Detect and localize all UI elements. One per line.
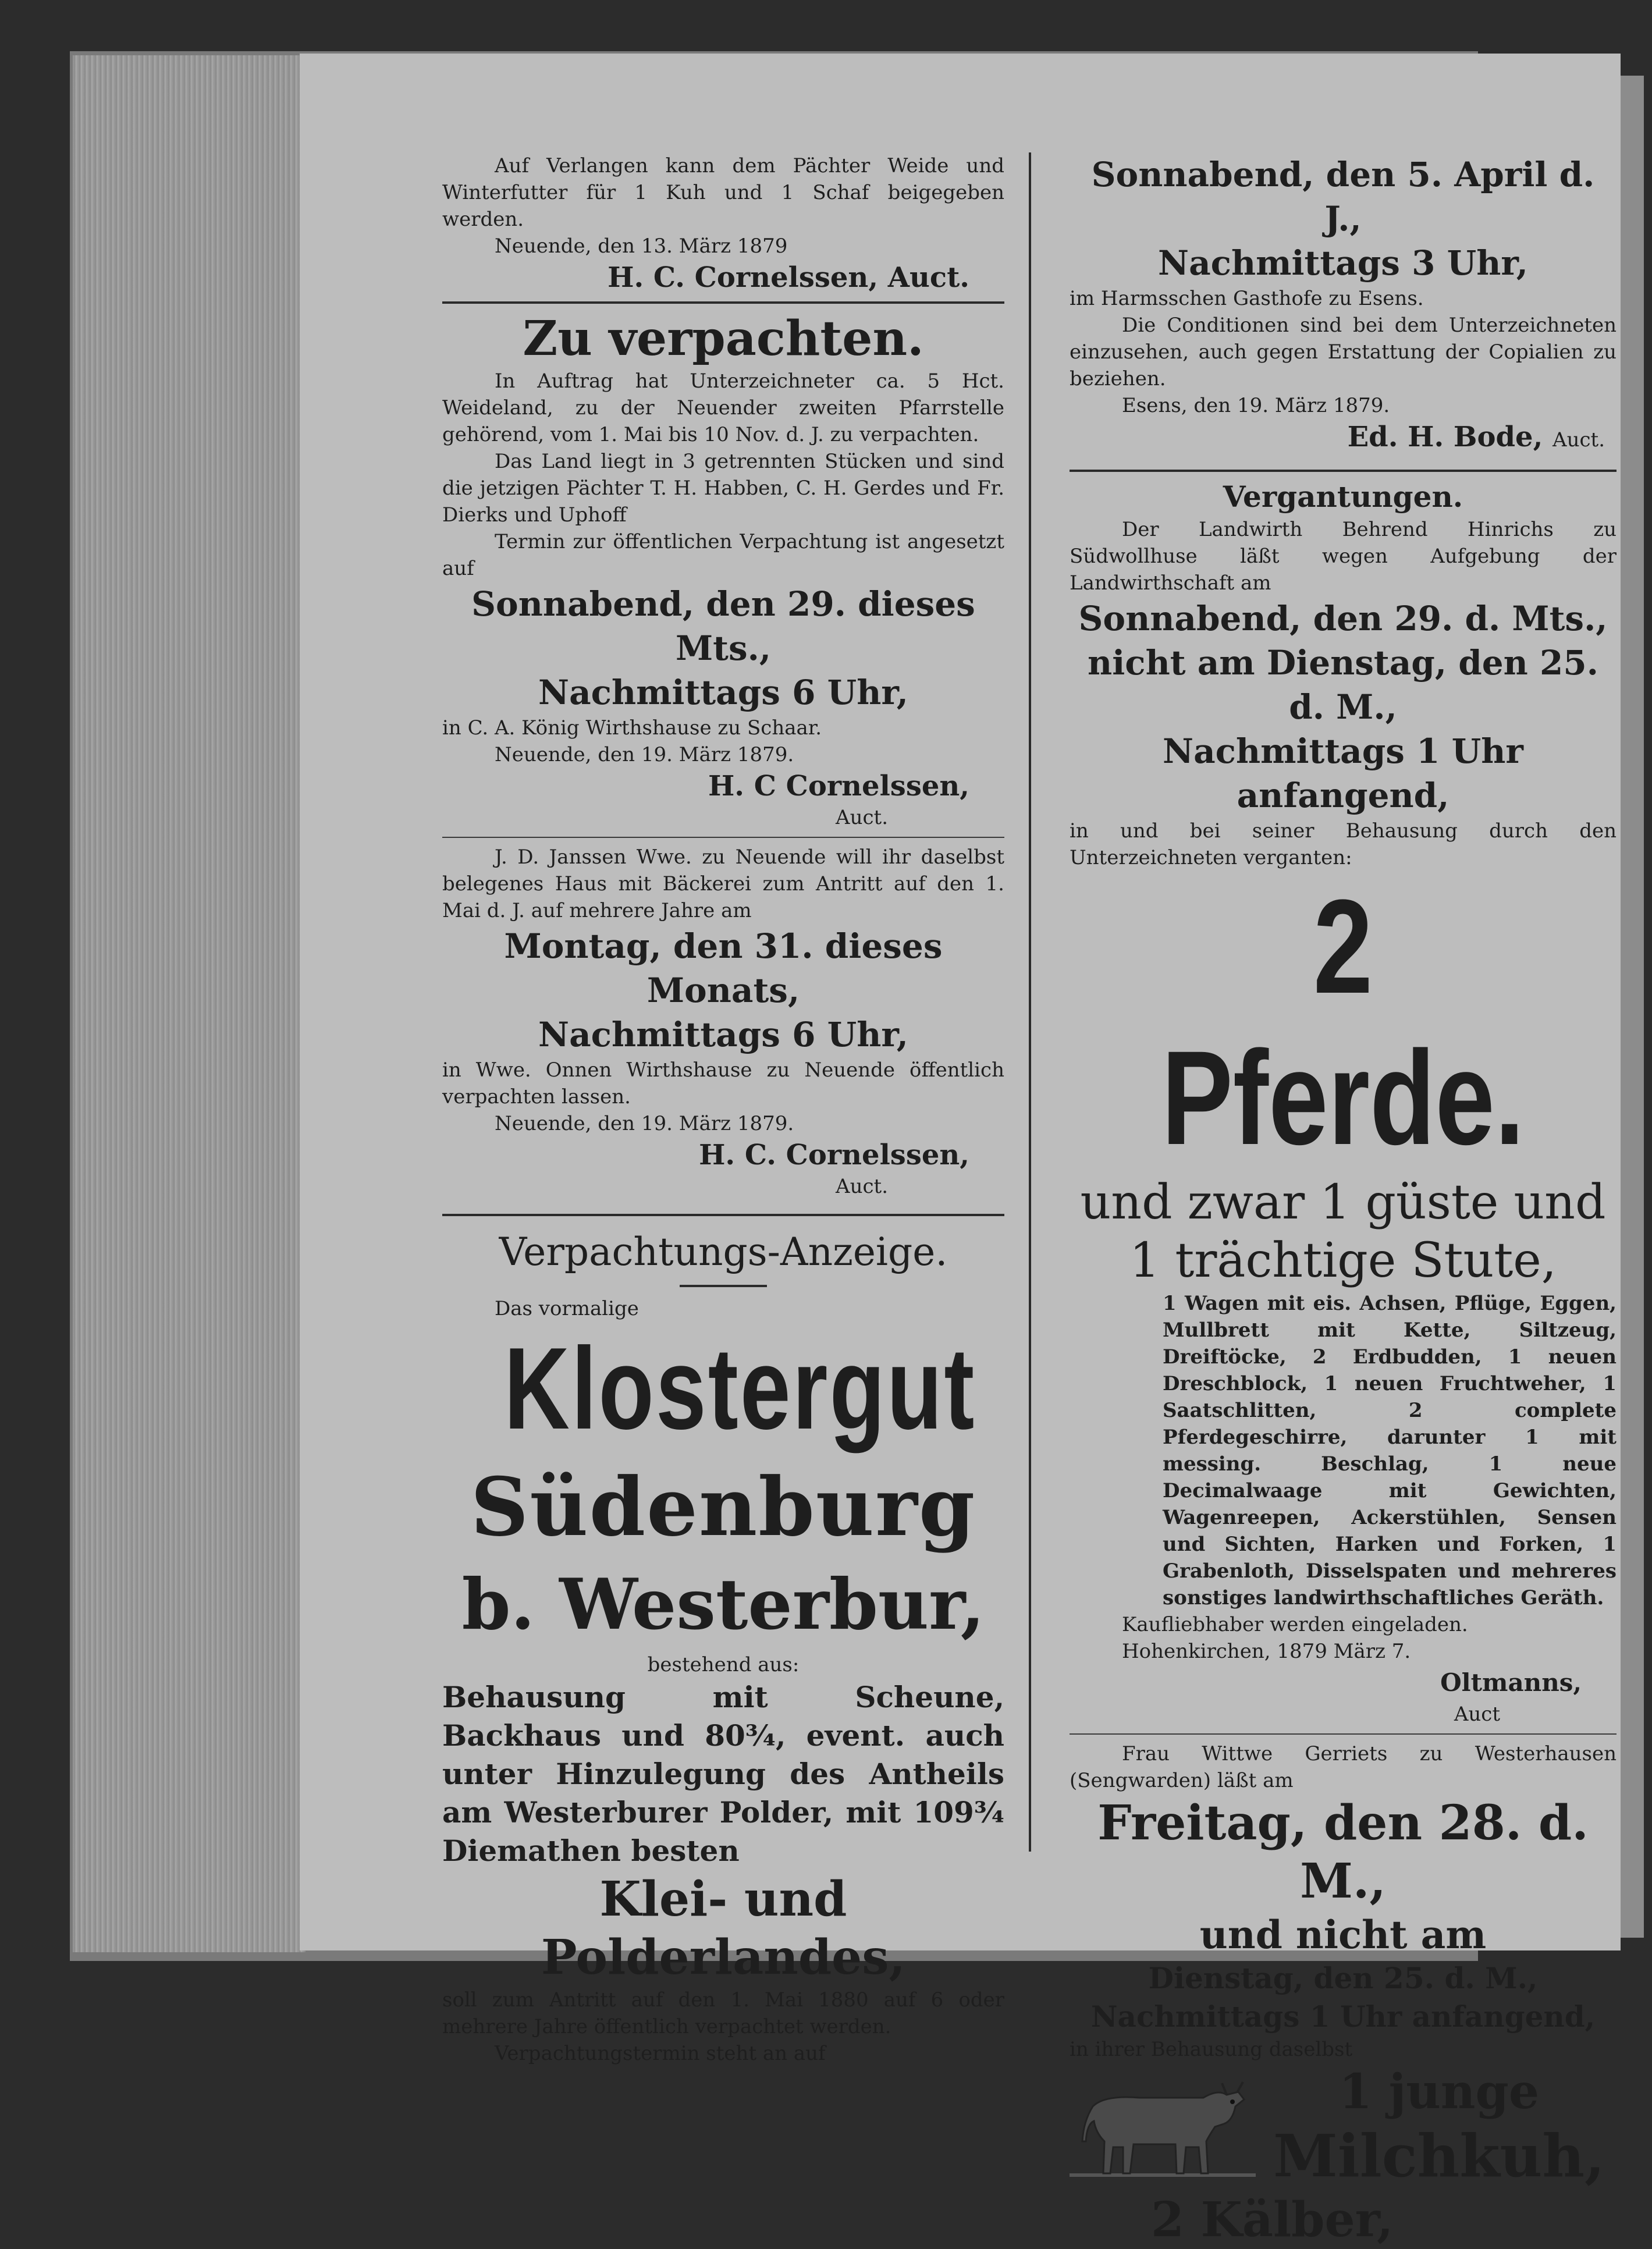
column-divider: [1029, 152, 1031, 1852]
ad-dateline: Neuende, den 19. März 1879.: [495, 1112, 794, 1135]
ad-date: Freitag, den 28. d. M.,: [1097, 1795, 1589, 1909]
ad-date-note: und nicht am: [1199, 1912, 1487, 1957]
ad-invite: Kaufliebhaber werden eingeladen.: [1122, 1613, 1468, 1636]
ad-signature: H. C. Cornelssen, Auct.: [607, 261, 969, 294]
divider: [680, 1285, 767, 1287]
divider: [1070, 470, 1617, 472]
ad-place: in C. A. König Wirthshause zu Schaar.: [442, 716, 822, 740]
ad-esens: [1070, 152, 1617, 458]
ad-dateline: Esens, den 19. März 1879.: [1122, 394, 1390, 417]
ad-dateline: Neuende, den 13. März 1879: [495, 235, 788, 258]
ad-date: Sonnabend, den 29. dieses Mts.,: [471, 584, 975, 668]
ad-body: soll zum Antritt auf den 1. Mai 1880 auf 6 oder mehrere Jahre öffentlich verpachtet werden.: [442, 1988, 1004, 2038]
ad-consisting: bestehend aus:: [647, 1653, 800, 1676]
ad-body: Auf Verlangen kann dem Pächter Weide und Winterfutter für 1 Kuh und 1 Schaf beigegeben werden.: [442, 154, 1004, 231]
livestock-text: [1262, 2063, 1617, 2191]
ad-signature: Oltmanns,: [1440, 1668, 1582, 1697]
ad-vergantungen: [1070, 478, 1617, 1728]
ad-headline-pferde: 2 Pferde.: [1161, 872, 1525, 1173]
ad-item-list: 1 Wagen mit eis. Achsen, Pflüge, Eggen, Mullbrett mit Kette, Siltzeug, Dreiftöcke, 2 Erdbudden, 1 neuen Dreschblock, 1 neuen Fruchtweher, 1 Saatschlitten, 2 complete Pferdegeschirre, darunter 1 mit messing. Beschlag, 1 neue Decimalwaage mit Gewichten, Wagenreepen, Ackerstühlen, Sensen und Sichten, Harken und Forken, 1 Grabenloth, Disselspaten und mehreres sonstiges landwirthschaftliches Geräth.: [1163, 1292, 1617, 1610]
ad-zu-verpachten: [442, 310, 1004, 831]
ad-intro: Das vormalige: [495, 1297, 639, 1320]
ad-place: in ihrer Behausung daselbst: [1070, 2038, 1353, 2061]
ad-signature: Ed. H. Bode,: [1347, 421, 1543, 453]
book-page-edges: [73, 55, 305, 1952]
ad-time: Nachmittags 3 Uhr,: [1158, 243, 1528, 283]
ad-date: Sonnabend, den 29. d. Mts.,: [1078, 599, 1608, 638]
ad-time: Nachmittags 1 Uhr anfangend,: [1090, 1999, 1596, 2034]
divider: [1070, 1733, 1617, 1735]
ad-signature-title: Auct.: [836, 1175, 888, 1198]
ad-body: J. D. Janssen Wwe. zu Neuende will ihr daselbst belegenes Haus mit Bäckerei zum Antritt auf den 1. Mai d. J. auf mehrere Jahre am: [442, 845, 1004, 922]
ad-place: im Harmsschen Gasthofe zu Esens.: [1070, 287, 1424, 310]
ad-date: Montag, den 31. dieses Monats,: [504, 926, 943, 1010]
facing-page-edge: [1621, 76, 1644, 1938]
ad-description-emph: Klei- und Polderlandes,: [541, 1871, 906, 1985]
ad-date-alt: Dienstag, den 25. d. M.,: [1148, 1961, 1538, 1995]
ad-subheadline: 1 trächtige Stute,: [1129, 1233, 1557, 1288]
ad-body: Termin zur öffentlichen Verpachtung ist angesetzt auf: [442, 530, 1004, 580]
ad-weide-winterfutter: [442, 152, 1004, 296]
ad-body: in Wwe. Onnen Wirthshause zu Neuende öffentlich verpachten lassen.: [442, 1058, 1004, 1108]
livestock-item: Milchkuh,: [1273, 2122, 1605, 2190]
ad-verpachtungs-anzeige: [442, 1228, 1004, 2067]
right-column: [1070, 152, 1617, 2249]
ad-body: in und bei seiner Behausung durch den Unterzeichneten verganten:: [1070, 819, 1617, 869]
ad-title: Vergantungen.: [1223, 479, 1463, 514]
ad-body: Der Landwirth Behrend Hinrichs zu Südwollhuse läßt wegen Aufgebung der Landwirthschaft am: [1070, 518, 1617, 595]
livestock-item: 1 junge: [1338, 2064, 1539, 2120]
ad-body: Die Conditionen sind bei dem Unterzeichneten einzusehen, auch gegen Erstattung der Copialien zu beziehen.: [1070, 314, 1617, 390]
ad-haus-baeckerei: [442, 844, 1004, 1200]
ad-dateline: Neuende, den 19. März 1879.: [495, 743, 794, 766]
estate-location: b. Westerbur,: [461, 1564, 985, 1646]
ad-title: Zu verpachten.: [523, 311, 924, 367]
ad-signature-block: [1070, 419, 1617, 458]
divider: [442, 301, 1004, 304]
ad-signature: H. C. Cornelssen,: [699, 1139, 969, 1171]
estate-name: Klostergut: [504, 1324, 976, 1454]
divider: [442, 837, 1004, 838]
ad-time: Nachmittags 6 Uhr,: [538, 673, 908, 712]
ad-date: Sonnabend, den 5. April d. J.,: [1091, 155, 1595, 239]
estate-place: Südenburg: [470, 1459, 976, 1554]
ad-time: Nachmittags 1 Uhr anfangend,: [1163, 731, 1523, 815]
ad-body: Das Land liegt in 3 getrennten Stücken und sind die jetzigen Pächter T. H. Habben, C. H. Gerdes und Fr. Dierks und Uphoff: [442, 450, 1004, 527]
ad-time: Nachmittags 6 Uhr,: [538, 1015, 908, 1054]
ad-subheadline: und zwar 1 güste und: [1080, 1175, 1606, 1230]
divider: [442, 1214, 1004, 1216]
ad-body: Frau Wittwe Gerriets zu Westerhausen (Sengwarden) läßt am: [1070, 1742, 1617, 1792]
cow-row: [1070, 2063, 1617, 2191]
ad-westerhausen: [1070, 1740, 1617, 2249]
ad-signature-title: Auct.: [836, 806, 888, 829]
ad-body: In Auftrag hat Unterzeichneter ca. 5 Hct. Weideland, zu der Neuender zweiten Pfarrstelle gehörend, vom 1. Mai bis 10 Nov. d. J. zu verpachten.: [442, 369, 1004, 446]
ad-dateline: Hohenkirchen, 1879 März 7.: [1122, 1640, 1411, 1663]
ad-date-alt: nicht am Dienstag, den 25. d. M.,: [1088, 643, 1598, 727]
livestock-item: 2 Kälber,: [1151, 2192, 1394, 2248]
cow-illustration: [1070, 2066, 1256, 2188]
ad-description: Behausung mit Scheune, Backhaus und 80¾, event. auch unter Hinzulegung des Antheils am Westerburer Polder, mit 109¾ Diemathen besten: [442, 1680, 1004, 1868]
ad-title: Verpachtungs-Anzeige.: [499, 1230, 948, 1274]
ad-signature-title: Auct: [1454, 1703, 1500, 1726]
ad-term: Verpachtungstermin steht an auf: [495, 2042, 826, 2065]
ad-signature-title: Auct.: [1552, 428, 1605, 452]
left-column: [442, 152, 1004, 2067]
ad-signature: H. C Cornelssen,: [708, 770, 969, 802]
